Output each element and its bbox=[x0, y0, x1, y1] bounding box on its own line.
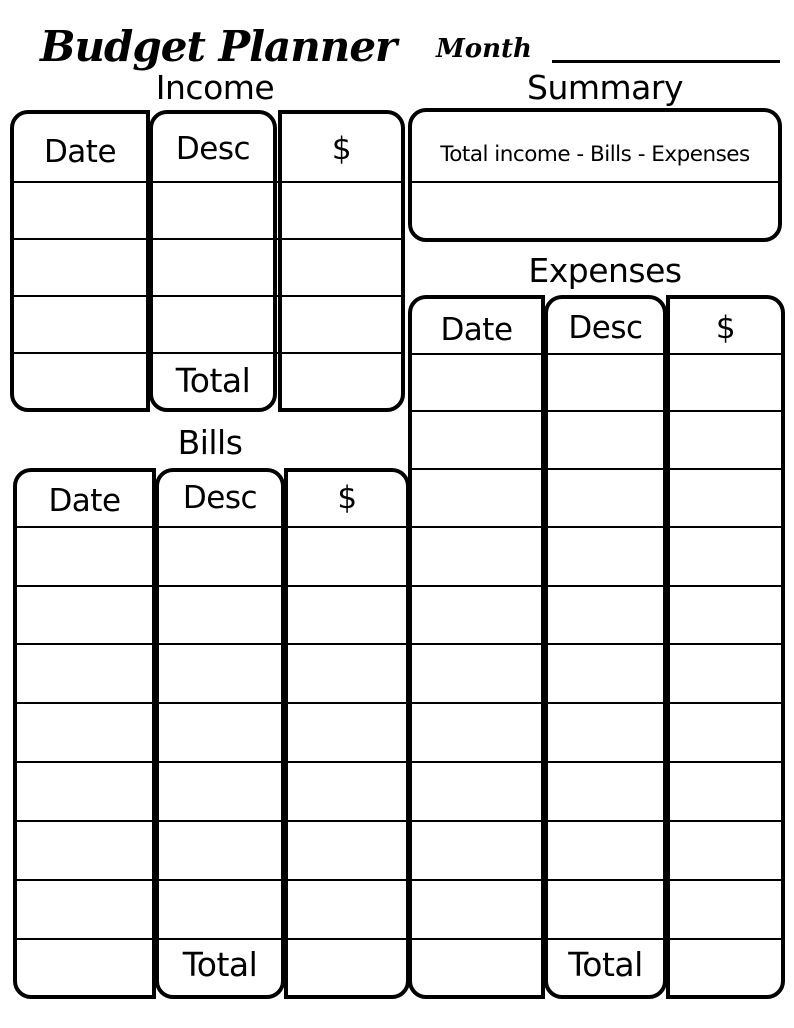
income-total-label: Total bbox=[175, 361, 251, 400]
bills-row-divider bbox=[15, 702, 408, 704]
bills-row-divider bbox=[15, 879, 408, 881]
expenses-row-divider bbox=[410, 702, 783, 704]
income-date-header: Date bbox=[43, 134, 117, 170]
bills-amount-header: $ bbox=[337, 480, 357, 516]
bills-row-divider bbox=[15, 761, 408, 763]
bills-row-divider bbox=[15, 938, 408, 940]
expenses-desc-header: Desc bbox=[568, 310, 643, 346]
expenses-row-divider bbox=[410, 526, 783, 528]
bills-desc-column[interactable] bbox=[155, 468, 285, 999]
expenses-row-divider bbox=[410, 643, 783, 645]
income-row-divider bbox=[12, 295, 403, 297]
summary-divider bbox=[410, 181, 780, 183]
expenses-amount-column[interactable] bbox=[666, 295, 785, 999]
expenses-row-divider bbox=[410, 820, 783, 822]
income-row-divider bbox=[12, 181, 403, 183]
income-amount-header: $ bbox=[331, 131, 352, 167]
income-row-divider bbox=[12, 352, 403, 354]
bills-row-divider bbox=[15, 820, 408, 822]
income-desc-header: Desc bbox=[175, 131, 251, 167]
expenses-row-divider bbox=[410, 938, 783, 940]
expenses-row-divider bbox=[410, 353, 783, 355]
summary-frame[interactable] bbox=[408, 108, 782, 242]
bills-title: Bills bbox=[177, 423, 243, 462]
month-label: Month bbox=[436, 34, 532, 64]
bills-row-divider bbox=[15, 643, 408, 645]
expenses-row-divider bbox=[410, 585, 783, 587]
expenses-date-header: Date bbox=[440, 312, 513, 348]
summary-title: Summary bbox=[527, 68, 683, 107]
expenses-total-label: Total bbox=[568, 945, 643, 984]
bills-desc-header: Desc bbox=[182, 480, 258, 516]
month-input-line[interactable] bbox=[552, 60, 780, 63]
planner-title: Budget Planner bbox=[40, 22, 397, 71]
bills-row-divider bbox=[15, 526, 408, 528]
summary-formula: Total income - Bills - Expenses bbox=[440, 142, 750, 167]
expenses-title: Expenses bbox=[528, 251, 682, 290]
income-row-divider bbox=[12, 238, 403, 240]
expenses-desc-column[interactable] bbox=[544, 295, 667, 999]
bills-amount-column[interactable] bbox=[284, 468, 410, 999]
expenses-row-divider bbox=[410, 761, 783, 763]
bills-total-label: Total bbox=[182, 945, 258, 984]
expenses-amount-header: $ bbox=[715, 310, 736, 346]
expenses-row-divider bbox=[410, 468, 783, 470]
expenses-row-divider bbox=[410, 879, 783, 881]
bills-date-column[interactable] bbox=[13, 468, 156, 999]
expenses-date-column[interactable] bbox=[408, 295, 545, 999]
bills-date-header: Date bbox=[48, 483, 121, 519]
income-title: Income bbox=[155, 68, 275, 107]
bills-row-divider bbox=[15, 585, 408, 587]
expenses-row-divider bbox=[410, 410, 783, 412]
